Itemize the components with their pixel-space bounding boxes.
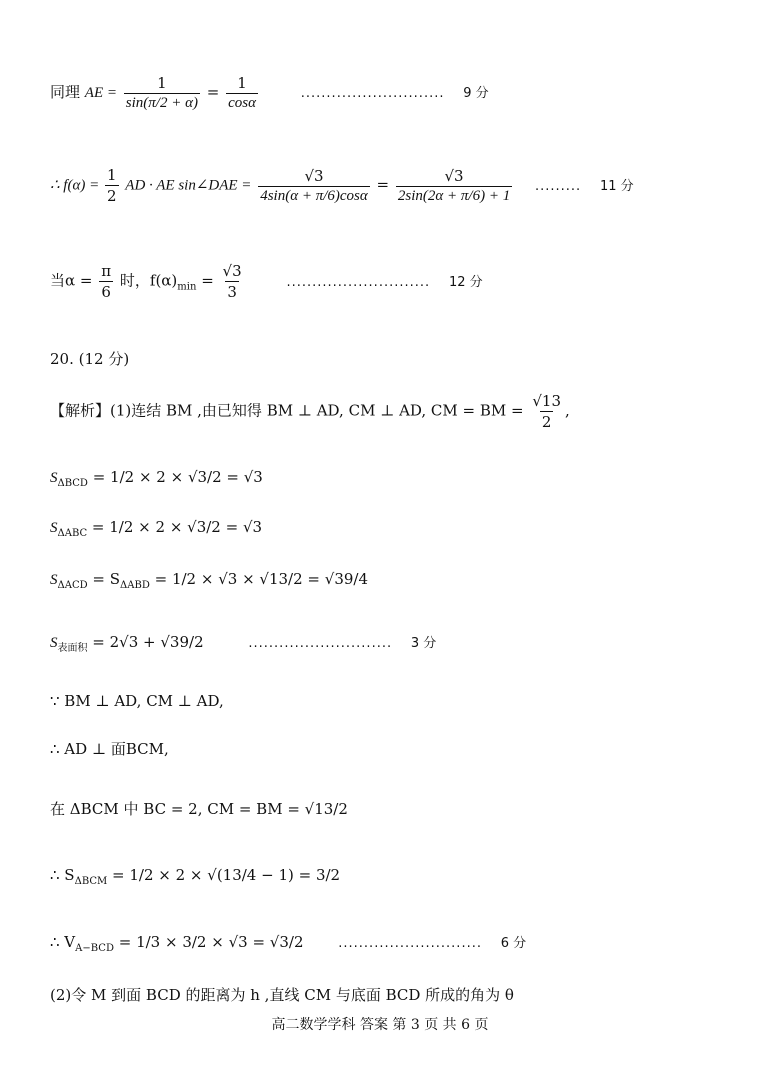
volume-abcd: ∴ $V_{A-BCD} = 1/3 \times 3/2 \times √3 = √3/2$ ............................ 6 分 <box>50 933 527 954</box>
area-bcd: $S_{\Delta BCD} = 1/2 \times 2 \times √3/2 = √3$ <box>50 468 263 489</box>
min-dots: ............................ <box>286 274 431 290</box>
page-footer: 高二数学学科 答案 第 3 页 共 6 页 <box>271 1017 489 1033</box>
ae-prefix: 同理 <box>50 83 81 101</box>
line-ae: 同理 AE = $\frac{1}{\sin(\pi/2 + \alpha)}$ = $\frac{1}{\cos\alpha}$ ............................ 9 分 <box>50 74 489 111</box>
ae-expr: AE = <box>84 85 117 101</box>
area-acd: $S_{\Delta ACD} = S_{\Delta ABD} = 1/2 \times √3 \times √13/2 = √39/4$ <box>50 570 369 591</box>
line-min: 当α = $\frac{\pi}{6}$ 时，$f(\alpha)_{min}$ = $\frac{√3}{3}$ ............................ 12 分 <box>50 262 483 301</box>
ae-frac-2: $\frac{1}{\cos\alpha}$ <box>228 74 256 111</box>
f-frac-2: $\frac{√3}{2\sin(2\alpha + \pi/6) + 1}$ <box>397 166 511 204</box>
ae-frac-1: $\frac{1}{\sin(\pi/2 + \alpha)}$ <box>125 74 198 111</box>
min-score: 12 分 <box>448 274 483 290</box>
f-dots: ......... <box>534 178 582 194</box>
f-mid: AD · AE sin∠DAE = <box>125 177 252 194</box>
f-score: 11 分 <box>599 178 634 194</box>
therefore-perp: ∴ AD ⊥ 面BCM, <box>50 740 169 758</box>
analysis-line: 【解析】(1)连结 BM ,由已知得 BM ⊥ AD, CM ⊥ AD, CM = BM = $\frac{√13}{2}$ , <box>50 392 570 431</box>
f-half: $\frac{1}{2}$ <box>106 166 117 205</box>
area-surface: $S_{表面积} = 2√3 + √39/2$ ............................ 3 分 <box>50 633 437 654</box>
because-line: ∵ BM ⊥ AD, CM ⊥ AD, <box>50 692 224 710</box>
f-expr: ∴ f(α) = <box>50 177 103 194</box>
question-20-heading: 20. (12 分) <box>50 350 130 368</box>
min-mid: 时，f(α) <box>119 271 178 290</box>
part-2-line: (2)令 M 到面 BCD 的距离为 h ,直线 CM 与底面 BCD 所成的角为 θ <box>50 986 514 1004</box>
min-result: $\frac{√3}{3}$ <box>222 262 242 301</box>
ae-dots: ............................ <box>300 86 445 101</box>
min-pi: $\frac{\pi}{6}$ <box>101 262 112 301</box>
min-prefix: 当α = <box>50 271 93 290</box>
ae-score: 9 分 <box>463 86 489 101</box>
f-frac-1: $\frac{√3}{4\sin(\alpha + \pi/6)\cos\alpha}$ <box>260 166 368 204</box>
area-bcm: ∴ $S_{\Delta BCM} = 1/2 \times 2 \times √(13/4 - 1) = 3/2$ <box>50 866 341 887</box>
triangle-bcm: 在 ΔBCM 中 BC = 2, CM = BM = √13/2 <box>50 800 348 818</box>
line-f-alpha: ∴ f(α) = $\frac{1}{2}$ AD · AE sin∠DAE = $\frac{√3}{4\sin(\alpha + \pi/6)\cos\alpha}$ = $\frac{√3}{2\sin(2\alpha + \pi/6) + 1}$ ......... 11 分 <box>50 166 634 205</box>
area-abc: $S_{\Delta ABC} = 1/2 \times 2 \times √3/2 = √3$ <box>50 518 263 539</box>
